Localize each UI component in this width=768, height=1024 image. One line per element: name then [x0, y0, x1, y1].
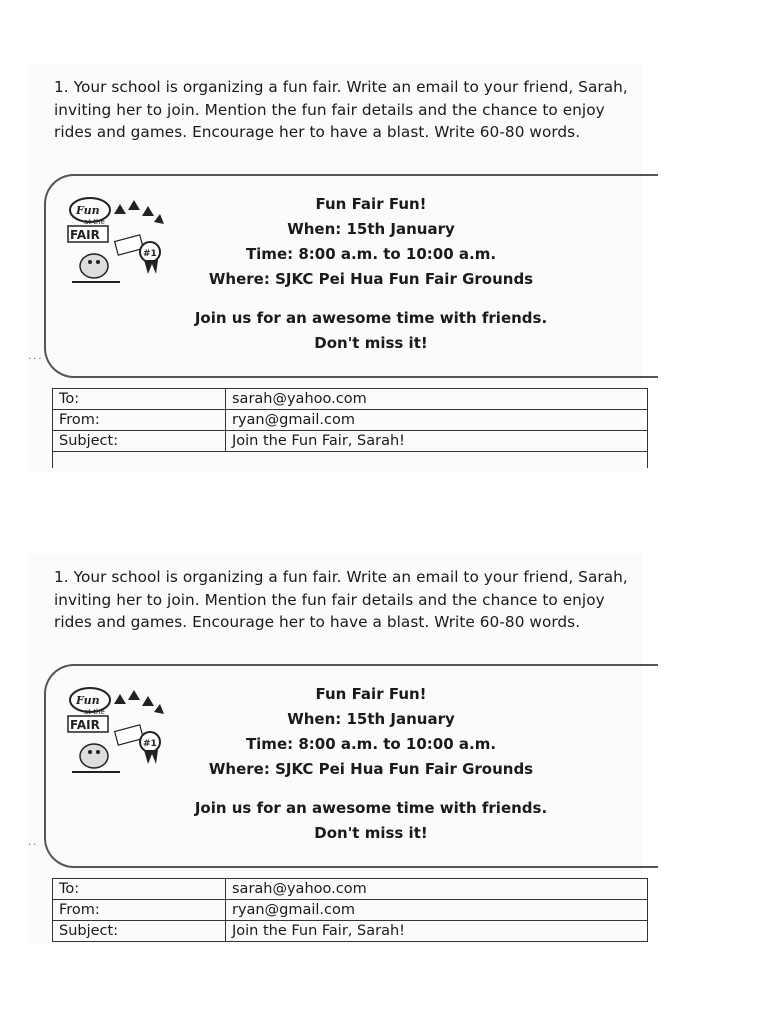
subject-label: Subject:	[53, 431, 226, 452]
email-body-area[interactable]	[53, 452, 648, 469]
flyer-when: When: 15th January	[287, 710, 455, 728]
svg-text:at the: at the	[84, 708, 105, 716]
fun-fair-logo-image	[64, 194, 168, 290]
svg-text:at the: at the	[84, 218, 105, 226]
question-text: 1. Your school is organizing a fun fair. Write an email to your friend, Sarah, inviting her to join. Mention the fun fair details and the chance to enjoy rides and games. Encourage her to have a blast. Write 60-80 words.	[54, 78, 628, 141]
to-value: sarah@yahoo.com	[226, 879, 648, 900]
svg-text:#1: #1	[143, 249, 157, 259]
flyer-details	[176, 192, 566, 356]
email-body-row	[53, 452, 648, 469]
flyer-details	[176, 682, 566, 846]
table-row	[53, 389, 648, 410]
scan-dots: ··	[28, 840, 39, 851]
table-row	[53, 410, 648, 431]
svg-text:FAIR: FAIR	[70, 718, 100, 732]
fun-fair-flyer	[44, 664, 658, 868]
flyer-miss: Don't miss it!	[314, 824, 428, 842]
subject-value: Join the Fun Fair, Sarah!	[226, 431, 648, 452]
flyer-where: Where: SJKC Pei Hua Fun Fair Grounds	[208, 760, 534, 778]
worksheet-2	[28, 554, 642, 944]
question-text: 1. Your school is organizing a fun fair. Write an email to your friend, Sarah, inviting her to join. Mention the fun fair details and the chance to enjoy rides and games. Encourage her to have a blast. Write 60-80 words.	[54, 568, 628, 631]
flyer-time: Time: 8:00 a.m. to 10:00 a.m.	[245, 735, 497, 753]
from-value: ryan@gmail.com	[226, 410, 648, 431]
email-header-table	[52, 388, 648, 468]
from-label: From:	[53, 900, 226, 921]
to-value: sarah@yahoo.com	[226, 389, 648, 410]
flyer-where: Where: SJKC Pei Hua Fun Fair Grounds	[208, 270, 534, 288]
svg-text:FAIR: FAIR	[70, 228, 100, 242]
fun-fair-flyer	[44, 174, 658, 378]
spacer	[176, 292, 566, 306]
subject-label: Subject:	[53, 921, 226, 942]
table-row	[53, 900, 648, 921]
spacer	[176, 782, 566, 796]
from-value: ryan@gmail.com	[226, 900, 648, 921]
flyer-miss: Don't miss it!	[314, 334, 428, 352]
to-label: To:	[53, 389, 226, 410]
flyer-time: Time: 8:00 a.m. to 10:00 a.m.	[245, 245, 497, 263]
table-row	[53, 921, 648, 942]
table-row	[53, 879, 648, 900]
svg-text:Fun: Fun	[76, 204, 100, 217]
flyer-join: Join us for an awesome time with friends.	[194, 799, 548, 817]
scan-dots: ···	[28, 354, 44, 365]
svg-text:#1: #1	[143, 739, 157, 749]
flyer-join: Join us for an awesome time with friends.	[194, 309, 548, 327]
table-row	[53, 431, 648, 452]
flyer-title: Fun Fair Fun!	[315, 195, 427, 213]
from-label: From:	[53, 410, 226, 431]
flyer-when: When: 15th January	[287, 220, 455, 238]
fun-fair-logo-image	[64, 684, 168, 780]
worksheet-1	[28, 64, 642, 472]
svg-text:Fun: Fun	[76, 694, 100, 707]
to-label: To:	[53, 879, 226, 900]
email-header-table	[52, 878, 648, 942]
flyer-title: Fun Fair Fun!	[315, 685, 427, 703]
subject-value: Join the Fun Fair, Sarah!	[226, 921, 648, 942]
